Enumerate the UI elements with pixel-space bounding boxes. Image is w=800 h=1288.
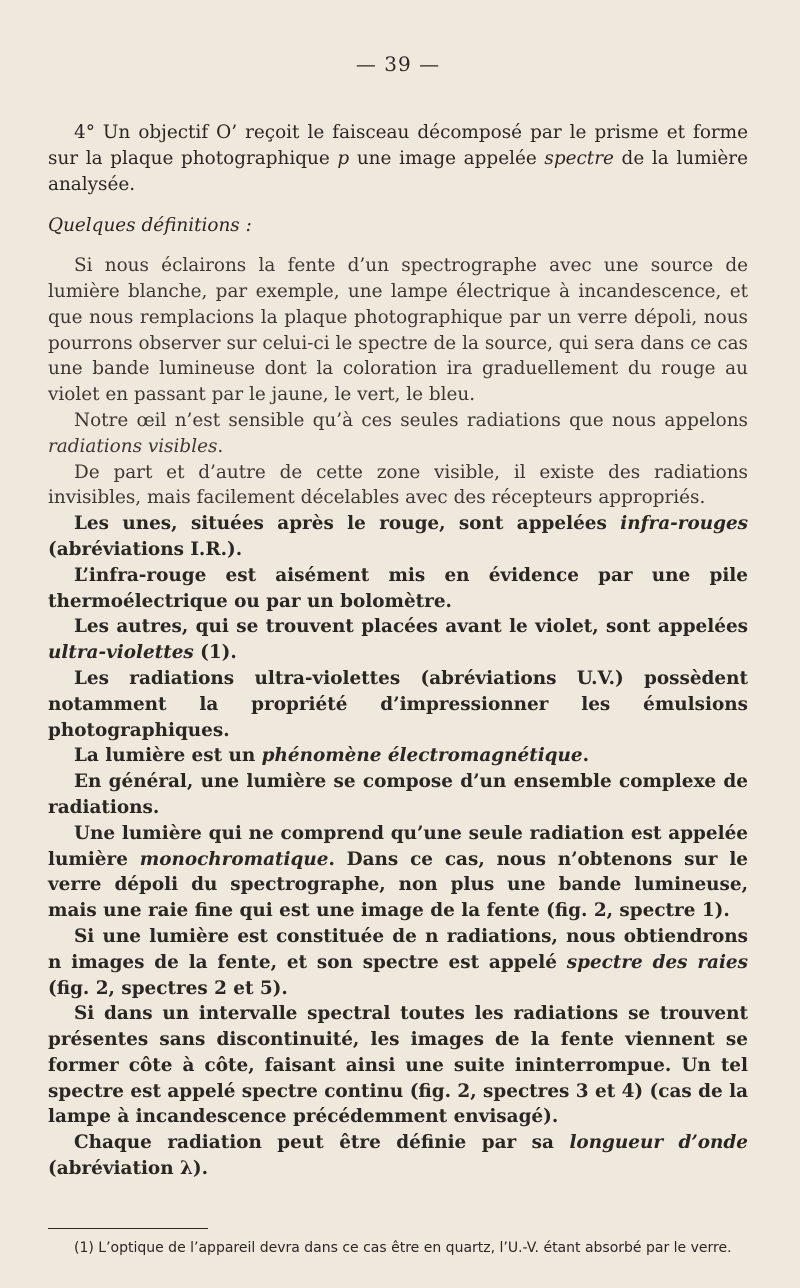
paragraph-longueur-onde: Chaque radiation peut être définie par sa longueur d’onde (abréviation λ).: [48, 1132, 748, 1180]
paragraph-spectrographe: Si nous éclairons la fente d’un spectrographe avec une source de lumière blanche, par exemple, une lampe électrique à incandescence, et que nous remplacions la plaque photographique par un verre dépoli, nous pourrons observer sur celui-ci le spectre de la source, qui sera dans ce cas une bande lumineuse dont la coloration ira graduellement du rouge au violet en passant par le jaune, le vert, le bleu.: [48, 255, 748, 406]
paragraph-monochromatique: Une lumière qui ne comprend qu’une seule radiation est appelée lumière monochromatique. Dans ce cas, nous n’obtenons sur le verre dépoli du spectrographe, non plus une bande lumineuse, mais une raie fine qui est une image de la fente (fig. 2, spectre 1).: [48, 822, 749, 922]
paragraph-infra-rouges: Les unes, situées après le rouge, sont appelées infra-rouges (abréviations I.R.).: [48, 513, 748, 560]
section-heading: Quelques définitions :: [48, 215, 252, 237]
footnote: (1) L’optique de l’appareil devra dans ce cas être en quartz, l’U.-V. étant absorbé par le verre.: [74, 1239, 732, 1256]
paragraph-objectif: 4° Un objectif O’ reçoit le faisceau décomposé par le prisme et forme sur la plaque photographique p une image appelée spectre de la lumière analysée.: [48, 122, 748, 195]
paragraph-emulsions: Les radiations ultra-violettes (abréviations U.V.) possèdent notamment la propriété d’impressionner les émulsions photographiques.: [48, 667, 748, 741]
page-number: — 39 —: [355, 52, 441, 76]
paragraph-ultra-violettes: Les autres, qui se trouvent placées avant le violet, sont appelées ultra-violettes (1).: [48, 616, 748, 664]
paragraph-spectre-continu: Si dans un intervalle spectral toutes les radiations se trouvent présentes sans discontinuité, les images de la fente viennent se former côte à côte, faisant ainsi une suite ininterrompue. Un tel spectre est appelé spectre continu (fig. 2, spectres 3 et 4) (cas de la lampe à incandescence précédemment envisagé).: [48, 1003, 748, 1128]
paragraph-radiations-invisibles: De part et d’autre de cette zone visible, il existe des radiations invisibles, mais facilement décelables avec des récepteurs appropriés.: [48, 461, 748, 509]
paragraph-spectre-des-raies: Si une lumière est constituée de n radiations, nous obtiendrons n images de la fente, et son spectre est appelé spectre des raies (fig. 2, spectres 2 et 5).: [48, 925, 748, 999]
book-page: [48, 52, 748, 1257]
paragraph-radiations-visibles: Notre œil n’est sensible qu’à ces seules radiations que nous appelons radiations visibles.: [48, 409, 748, 457]
paragraph-electromagnetique: La lumière est un phénomène électromagnétique.: [74, 745, 590, 767]
footnote-divider: [48, 1228, 208, 1229]
paragraph-thermoelectrique: L’infra-rouge est aisément mis en évidence par une pile thermoélectrique ou par un bolomètre.: [48, 564, 748, 612]
body-text: [48, 120, 748, 1182]
paragraph-ensemble-complexe: En général, une lumière se compose d’un ensemble complexe de radiations.: [48, 771, 748, 818]
